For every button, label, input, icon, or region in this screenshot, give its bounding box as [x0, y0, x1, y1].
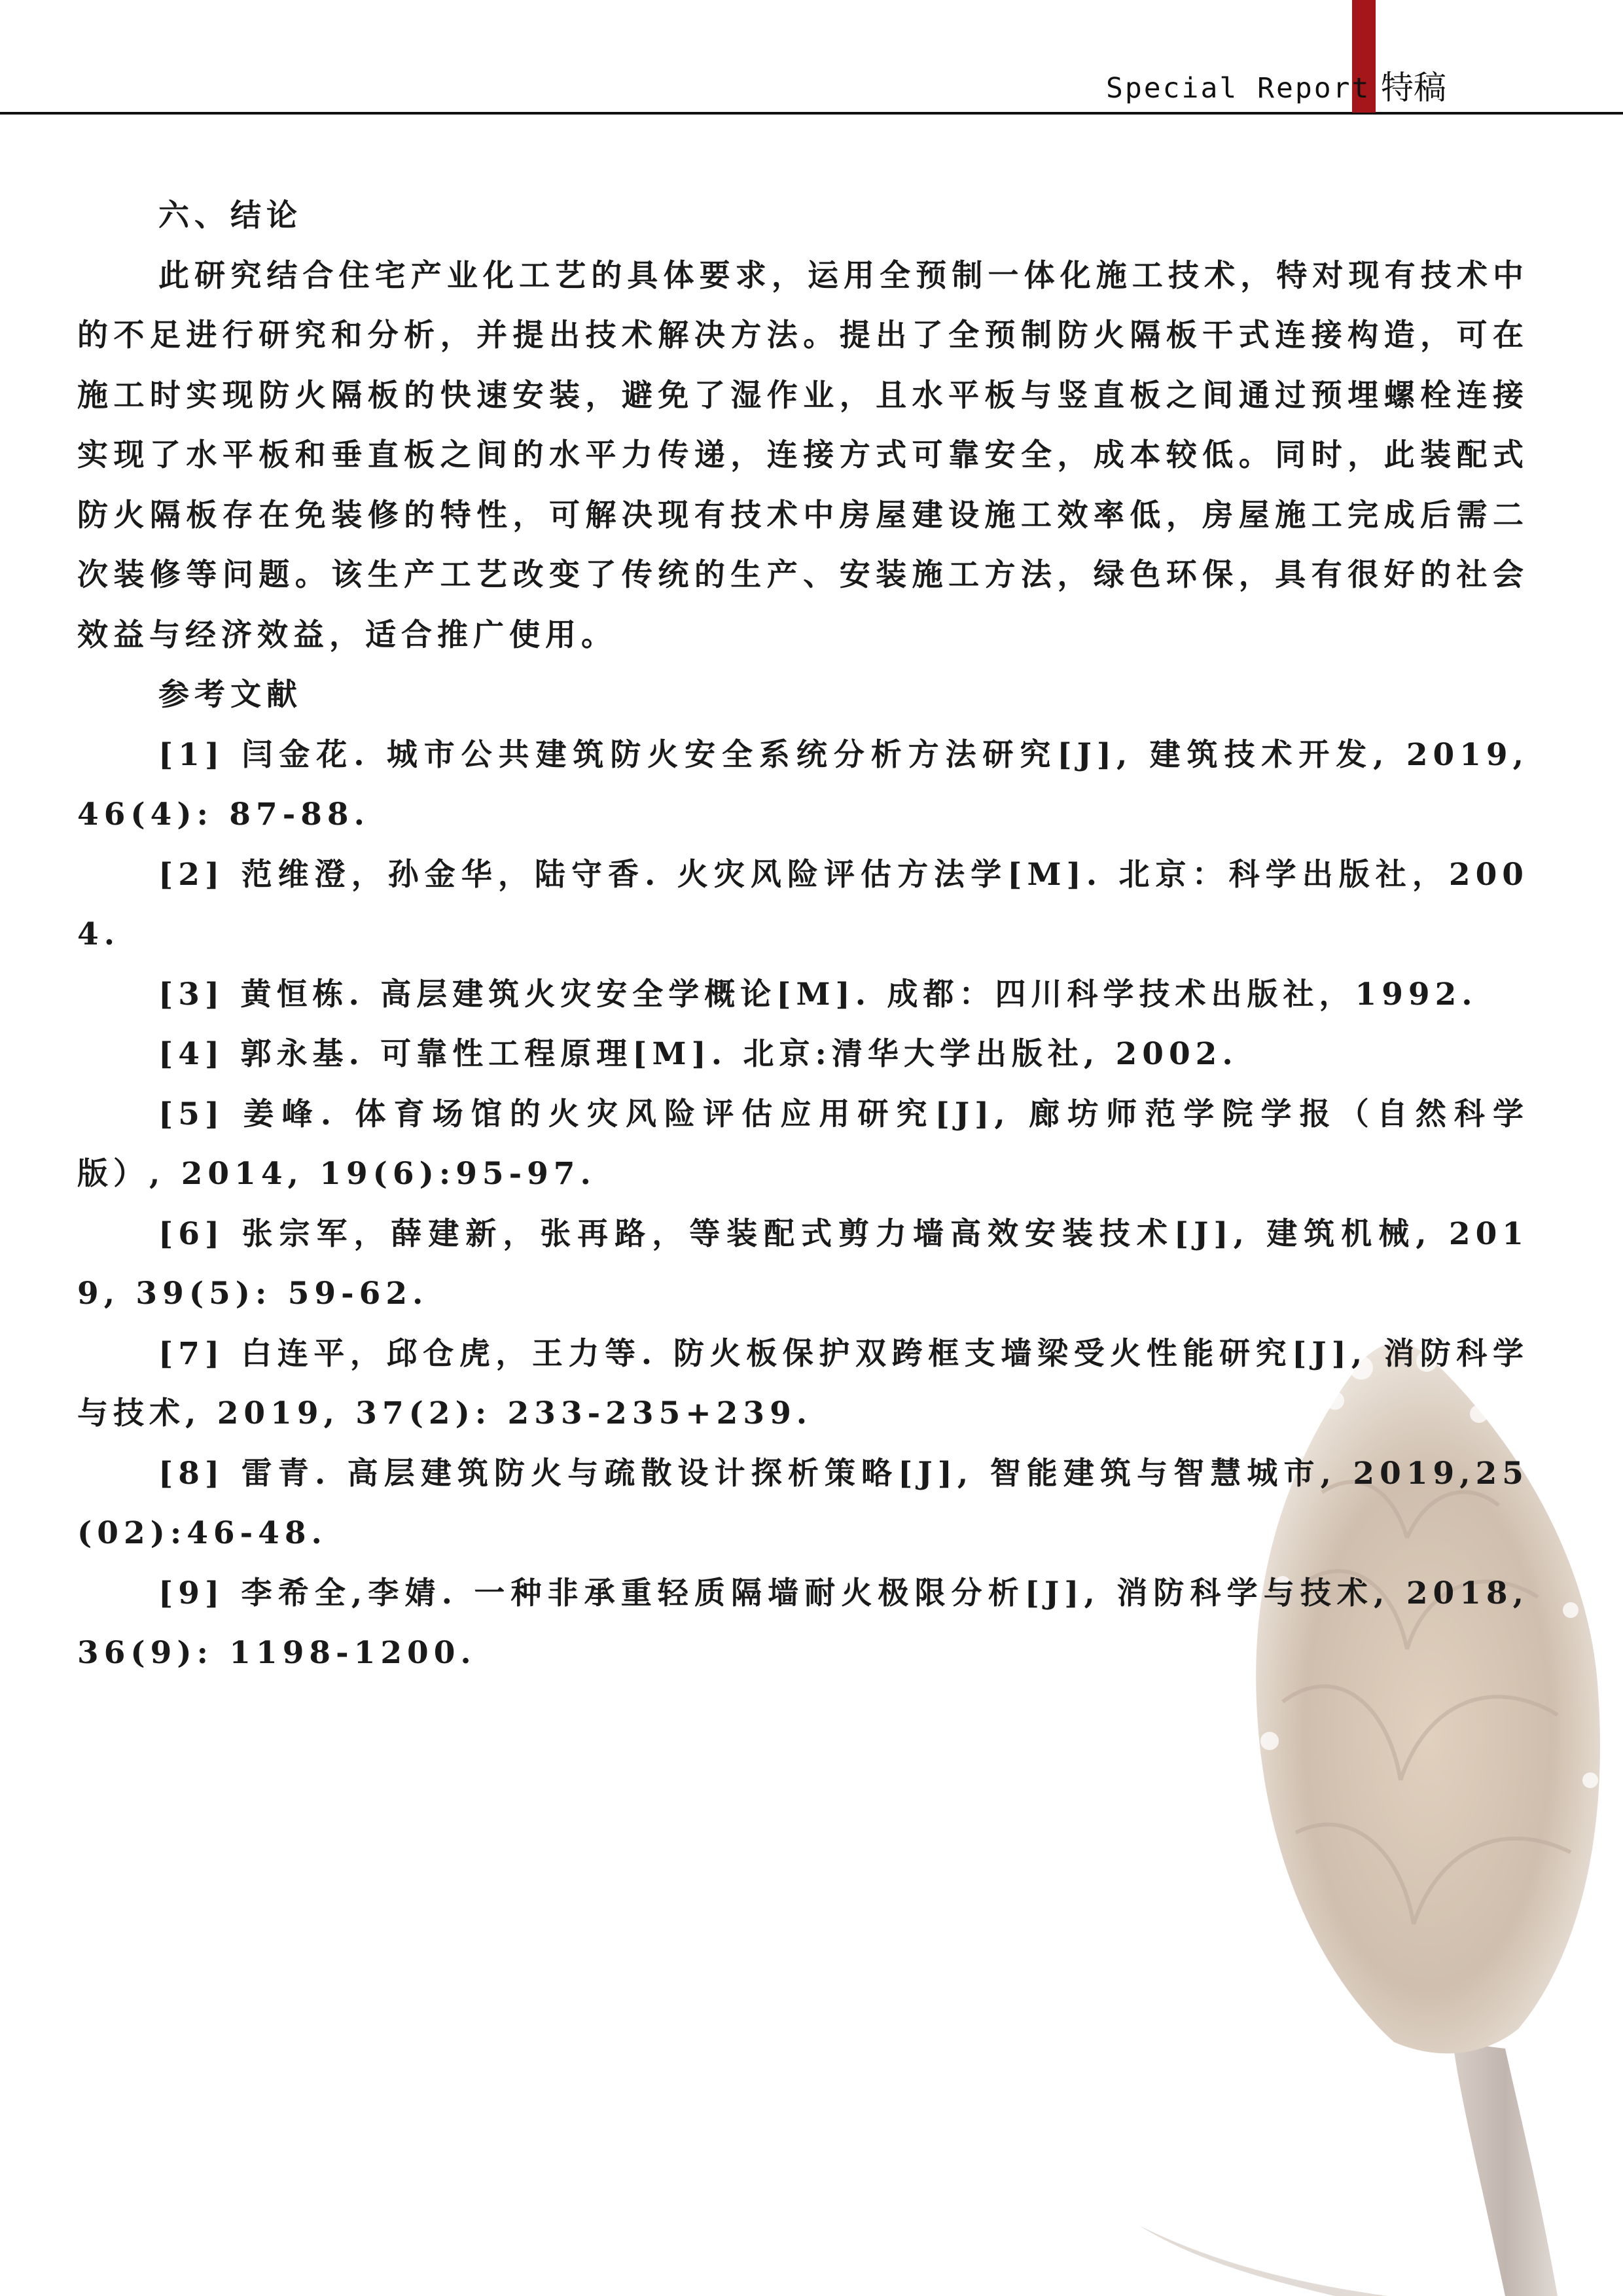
header-section-label-en: Special Report — [1106, 72, 1371, 105]
reference-item: [9] 李希全,李婧. 一种非承重轻质隔墙耐火极限分析[J], 消防科学与技术, 2018, 36(9): 1198-1200. — [77, 1575, 1529, 1671]
conclusion-paragraph: 此研究结合住宅产业化工艺的具体要求，运用全预制一体化施工技术，特对现有技术中的不足进行研究和分析，并提出技术解决方法。提出了全预制防火隔板干式连接构造，可在施工时实现防火隔板的快速安装，避免了湿作业，且水平板与竖直板之间通过预埋螺栓连接实现了水平板和垂直板之间的水平力传递，连接方式可靠安全，成本较低。同时，此装配式防火隔板存在免装修的特性，可解决现有技术中房屋建设施工效率低，房屋施工完成后需二次装修等问题。该生产工艺改变了传统的生产、安装施工方法，绿色环保，具有很好的社会效益与经济效益，适合推广使用。 — [77, 257, 1529, 653]
references-heading: 参考文献 — [158, 677, 302, 713]
reference-item: [4] 郭永基. 可靠性工程原理[M]. 北京:清华大学出版社, 2002. — [158, 1036, 1238, 1072]
reference-item: [3] 黄恒栋. 高层建筑火灾安全学概论[M]. 成都：四川科学技术出版社，1992. — [158, 976, 1478, 1013]
header-section-label-cn: 特稿 — [1381, 69, 1446, 107]
reference-item: [7] 白连平，邱仓虎，王力等. 防火板保护双跨框支墙梁受火性能研究[J], 消防科学与技术, 2019, 37(2): 233-235+239. — [77, 1335, 1529, 1431]
reference-item: [1] 闫金花. 城市公共建筑防火安全系统分析方法研究[J], 建筑技术开发, 2019, 46(4): 87-88. — [77, 736, 1529, 833]
reference-item: [6] 张宗军，薛建新，张再路，等装配式剪力墙高效安装技术[J], 建筑机械, 2019, 39(5): 59-62. — [77, 1215, 1529, 1312]
reference-item: [2] 范维澄，孙金华，陆守香. 火灾风险评估方法学[M]. 北京：科学出版社，2004. — [77, 856, 1529, 952]
header-rule — [0, 112, 1623, 115]
article-body — [77, 186, 1529, 1683]
reference-item: [8] 雷青. 高层建筑防火与疏散设计探析策略[J], 智能建筑与智慧城市, 2019,25(02):46-48. — [77, 1455, 1529, 1551]
section-heading: 六、结论 — [158, 198, 302, 234]
reference-item: [5] 姜峰. 体育场馆的火灾风险评估应用研究[J], 廊坊师范学院学报（自然科学版）, 2014, 19(6):95-97. — [77, 1096, 1529, 1192]
